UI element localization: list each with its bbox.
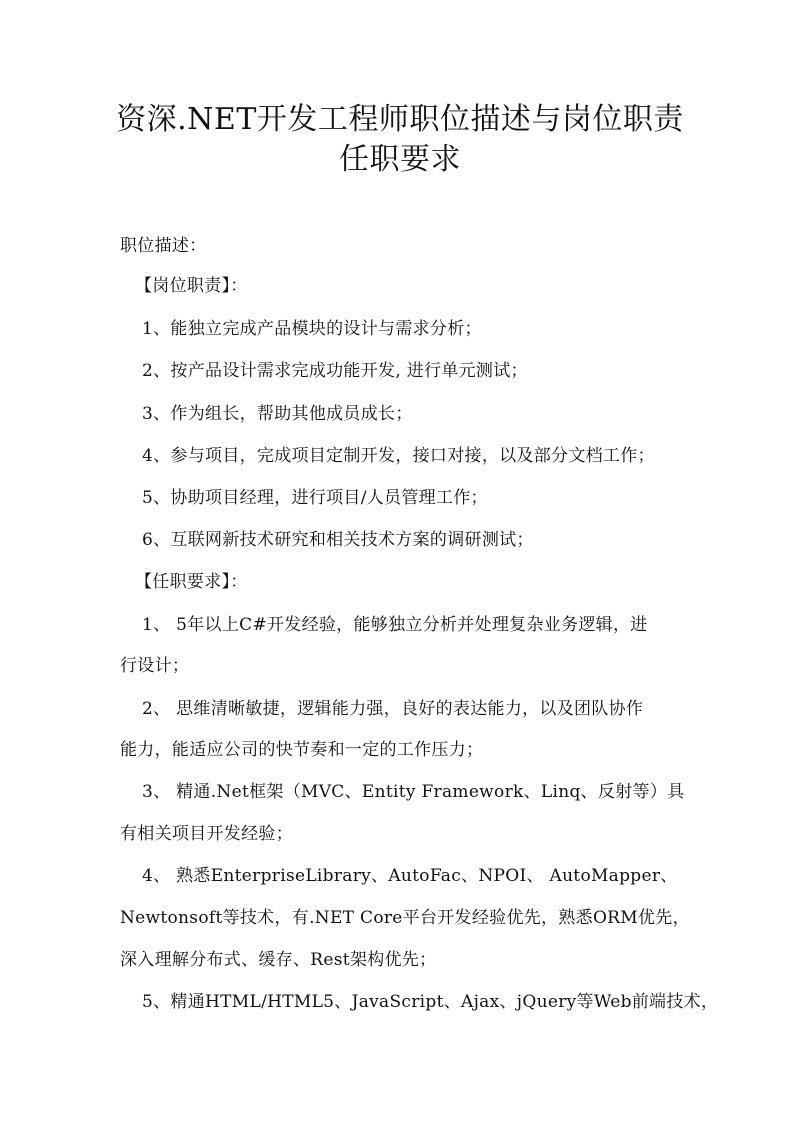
duty-item: 1、能独立完成产品模块的设计与需求分析； <box>142 319 482 339</box>
requirement-line: 能力，能适应公司的快节奏和一定的工作压力； <box>120 740 484 760</box>
page-title-line2: 任职要求 <box>339 142 461 177</box>
requirement-line: 1、 5年以上C#开发经验，能够独立分析并处理复杂业务逻辑，进 <box>142 615 648 635</box>
duty-item: 2、按产品设计需求完成功能开发, 进行单元测试； <box>142 361 528 381</box>
duties-heading: 【岗位职责】： <box>135 276 248 296</box>
requirement-line: 4、 熟悉EnterpriseLibrary、AutoFac、NPOI、 AutoMapper、 <box>142 866 678 886</box>
duty-item: 5、协助项目经理，进行项目/人员管理工作； <box>142 488 488 508</box>
section-label: 职位描述： <box>120 236 207 256</box>
duty-item: 4、参与项目，完成项目定制开发，接口对接，以及部分文档工作； <box>142 446 655 466</box>
requirement-line: 3、 精通.Net框架（MVC、Entity Framework、Linq、反射等）具 <box>142 782 685 802</box>
page-title: 资深.NET开发工程师职位描述与岗位职责 <box>116 102 684 137</box>
duty-item: 3、作为组长，帮助其他成员成长； <box>142 404 413 424</box>
requirement-line: Newtonsoft等技术，有.NET Core平台开发经验优先，熟悉ORM优先， <box>120 908 690 928</box>
requirement-line: 行设计； <box>120 656 190 676</box>
requirement-line: 5、精通HTML/HTML5、JavaScript、Ajax、jQuery等Web前端技术， <box>142 992 719 1012</box>
requirement-line: 深入理解分布式、缓存、Rest架构优先； <box>120 950 437 970</box>
requirement-line: 2、 思维清晰敏捷，逻辑能力强，良好的表达能力，以及团队协作 <box>142 699 644 719</box>
requirements-heading: 【任职要求】： <box>135 572 248 592</box>
duty-item: 6、互联网新技术研究和相关技术方案的调研测试； <box>142 530 534 550</box>
requirement-line: 有相关项目开发经验； <box>120 824 293 844</box>
